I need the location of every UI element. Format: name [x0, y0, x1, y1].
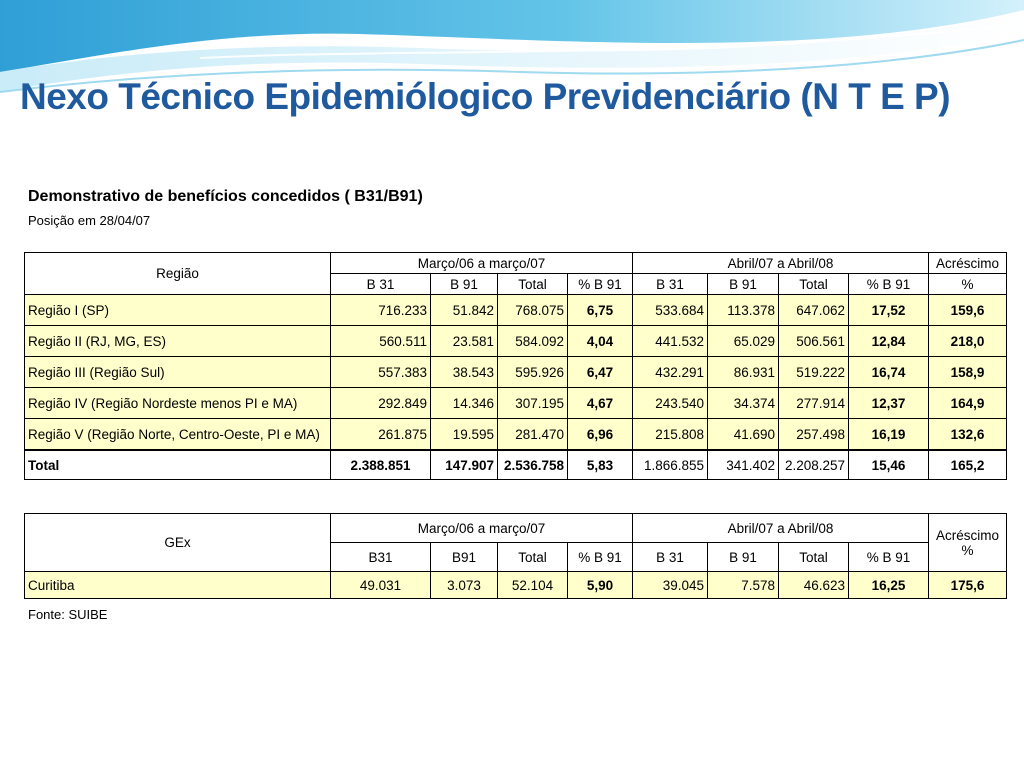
- col-header: % B 91: [568, 543, 633, 572]
- table-row: [25, 295, 1007, 326]
- cell: 158,9: [929, 357, 1007, 388]
- cell: 17,52: [849, 295, 929, 326]
- table-row: [25, 357, 1007, 388]
- table-row: [25, 326, 1007, 357]
- cell: 12,84: [849, 326, 929, 357]
- table-row: [25, 419, 1007, 451]
- cell: 38.543: [431, 357, 498, 388]
- col-header: % B 91: [568, 274, 633, 295]
- cell: 86.931: [708, 357, 779, 388]
- cell: 175,6: [929, 572, 1007, 599]
- decorative-wave-banner: [0, 0, 1024, 140]
- cell: 2.388.851: [331, 450, 431, 480]
- cell: 506.561: [779, 326, 849, 357]
- cell: 292.849: [331, 388, 431, 419]
- cell: 23.581: [431, 326, 498, 357]
- cell: 16,74: [849, 357, 929, 388]
- cell: 257.498: [779, 419, 849, 451]
- cell: 14.346: [431, 388, 498, 419]
- cell: 519.222: [779, 357, 849, 388]
- increase-label: Acréscimo: [935, 527, 999, 543]
- gex-header: GEx: [25, 514, 331, 572]
- col-header: B 91: [431, 274, 498, 295]
- cell: 2.208.257: [779, 450, 849, 480]
- period1-header: Março/06 a março/07: [331, 253, 633, 274]
- total-row: [25, 450, 1007, 480]
- region-name: Região IV (Região Nordeste menos PI e MA): [25, 388, 331, 419]
- cell: 584.092: [498, 326, 568, 357]
- col-header: % B 91: [849, 543, 929, 572]
- source-note: Fonte: SUIBE: [28, 607, 108, 622]
- cell: 34.374: [708, 388, 779, 419]
- cell: 65.029: [708, 326, 779, 357]
- cell: 560.511: [331, 326, 431, 357]
- cell: 441.532: [633, 326, 708, 357]
- cell: 281.470: [498, 419, 568, 451]
- cell: 16,19: [849, 419, 929, 451]
- cell: 16,25: [849, 572, 929, 599]
- region-name: Região V (Região Norte, Centro-Oeste, PI e MA): [25, 419, 331, 451]
- col-header: B 31: [633, 543, 708, 572]
- cell: 218,0: [929, 326, 1007, 357]
- gex-name: Curitiba: [25, 572, 331, 599]
- increase-header: [929, 514, 1007, 572]
- col-header: B31: [331, 543, 431, 572]
- col-header: B 91: [708, 543, 779, 572]
- cell: 6,75: [568, 295, 633, 326]
- cell: 215.808: [633, 419, 708, 451]
- cell: 716.233: [331, 295, 431, 326]
- total-label: Total: [25, 450, 331, 480]
- period2-header: Abril/07 a Abril/08: [633, 253, 929, 274]
- cell: 595.926: [498, 357, 568, 388]
- cell: 164,9: [929, 388, 1007, 419]
- col-header: B 91: [708, 274, 779, 295]
- cell: 12,37: [849, 388, 929, 419]
- period1-header: Março/06 a março/07: [331, 514, 633, 543]
- cell: 557.383: [331, 357, 431, 388]
- cell: 243.540: [633, 388, 708, 419]
- region-name: Região III (Região Sul): [25, 357, 331, 388]
- cell: 49.031: [331, 572, 431, 599]
- cell: 1.866.855: [633, 450, 708, 480]
- cell: 159,6: [929, 295, 1007, 326]
- cell: 147.907: [431, 450, 498, 480]
- col-header: B 31: [633, 274, 708, 295]
- table-row: [25, 572, 1007, 599]
- cell: 4,04: [568, 326, 633, 357]
- col-header: Total: [779, 543, 849, 572]
- region-name: Região II (RJ, MG, ES): [25, 326, 331, 357]
- cell: 6,47: [568, 357, 633, 388]
- cell: 39.045: [633, 572, 708, 599]
- document-heading: Demonstrativo de benefícios concedidos ( B31/B91): [28, 188, 423, 205]
- col-header: B91: [431, 543, 498, 572]
- increase-unit: %: [961, 542, 974, 558]
- cell: 113.378: [708, 295, 779, 326]
- cell: 4,67: [568, 388, 633, 419]
- cell: 132,6: [929, 419, 1007, 451]
- cell: 261.875: [331, 419, 431, 451]
- cell: 5,90: [568, 572, 633, 599]
- cell: 5,83: [568, 450, 633, 480]
- benefits-by-region-table: [24, 252, 1007, 480]
- cell: 7.578: [708, 572, 779, 599]
- position-date: Posição em 28/04/07: [28, 213, 151, 228]
- col-header: B 31: [331, 274, 431, 295]
- cell: 52.104: [498, 572, 568, 599]
- increase-unit: %: [929, 274, 1007, 295]
- slide-title: Nexo Técnico Epidemiólogico Previdenciário (N T E P): [20, 76, 951, 117]
- cell: 41.690: [708, 419, 779, 451]
- cell: 19.595: [431, 419, 498, 451]
- col-header: Total: [498, 274, 568, 295]
- region-header: Região: [25, 253, 331, 295]
- cell: 165,2: [929, 450, 1007, 480]
- region-name: Região I (SP): [25, 295, 331, 326]
- col-header: Total: [779, 274, 849, 295]
- cell: 46.623: [779, 572, 849, 599]
- table-row: [25, 388, 1007, 419]
- cell: 3.073: [431, 572, 498, 599]
- col-header: Total: [498, 543, 568, 572]
- cell: 533.684: [633, 295, 708, 326]
- benefits-by-gex-table: [24, 513, 1007, 599]
- cell: 341.402: [708, 450, 779, 480]
- cell: 6,96: [568, 419, 633, 451]
- cell: 432.291: [633, 357, 708, 388]
- cell: 15,46: [849, 450, 929, 480]
- cell: 277.914: [779, 388, 849, 419]
- cell: 768.075: [498, 295, 568, 326]
- period2-header: Abril/07 a Abril/08: [633, 514, 929, 543]
- cell: 2.536.758: [498, 450, 568, 480]
- cell: 51.842: [431, 295, 498, 326]
- cell: 307.195: [498, 388, 568, 419]
- increase-header: Acréscimo: [929, 253, 1007, 274]
- cell: 647.062: [779, 295, 849, 326]
- col-header: % B 91: [849, 274, 929, 295]
